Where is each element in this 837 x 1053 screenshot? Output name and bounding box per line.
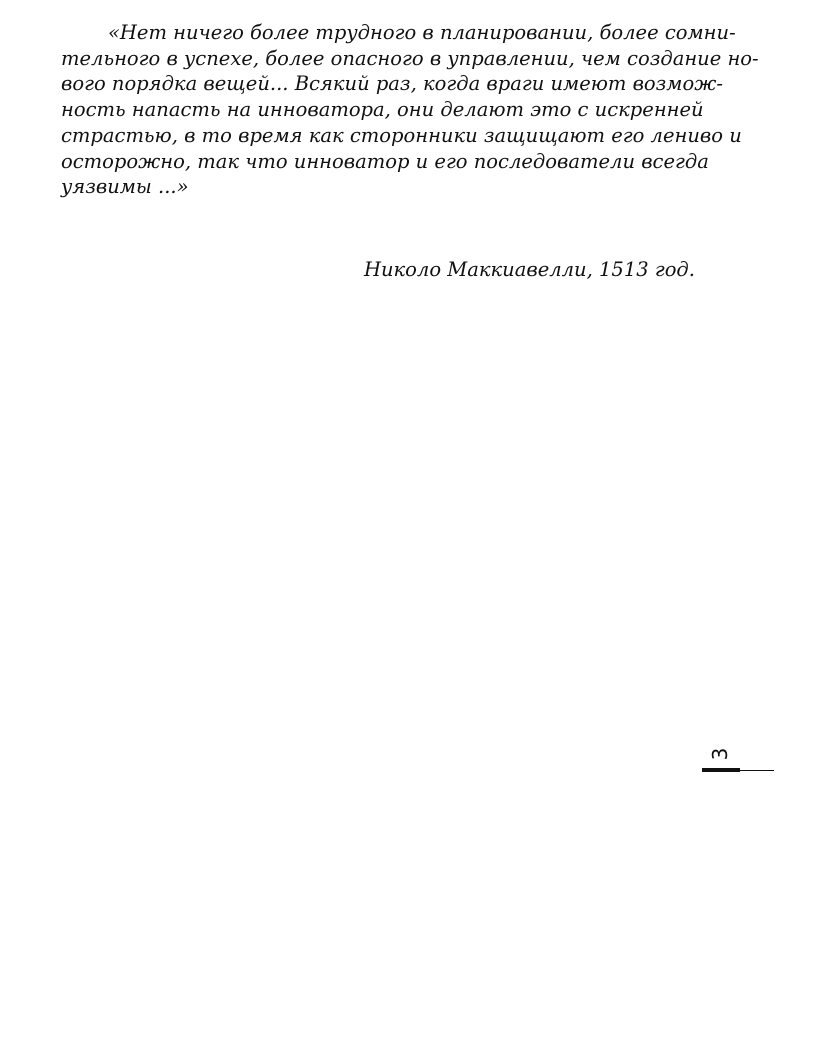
page-marker-rule bbox=[740, 770, 774, 771]
quote-line: уязвимы ...» bbox=[61, 175, 189, 199]
quote-line: вого порядка вещей... Всякий раз, когда враги имеют возмож- bbox=[61, 72, 723, 96]
epigraph-quote bbox=[61, 20, 759, 200]
page-marker bbox=[702, 744, 774, 774]
quote-line: «Нет ничего более трудного в планировании, более сомни- bbox=[108, 21, 736, 44]
page-number: 3 bbox=[708, 747, 732, 761]
quote-line: страстью, в то время как сторонники защищают его лениво и bbox=[61, 123, 742, 147]
quote-line: осторожно, так что инноватор и его последователи всегда bbox=[61, 149, 709, 173]
quote-line: ность напасть на инноватора, они делают это с искренней bbox=[61, 98, 704, 122]
page-marker-bar bbox=[702, 768, 740, 772]
quote-line: тельного в успехе, более опасного в управлении, чем создание но- bbox=[61, 46, 759, 70]
quote-attribution: Николо Маккиавелли, 1513 год. bbox=[363, 258, 695, 281]
